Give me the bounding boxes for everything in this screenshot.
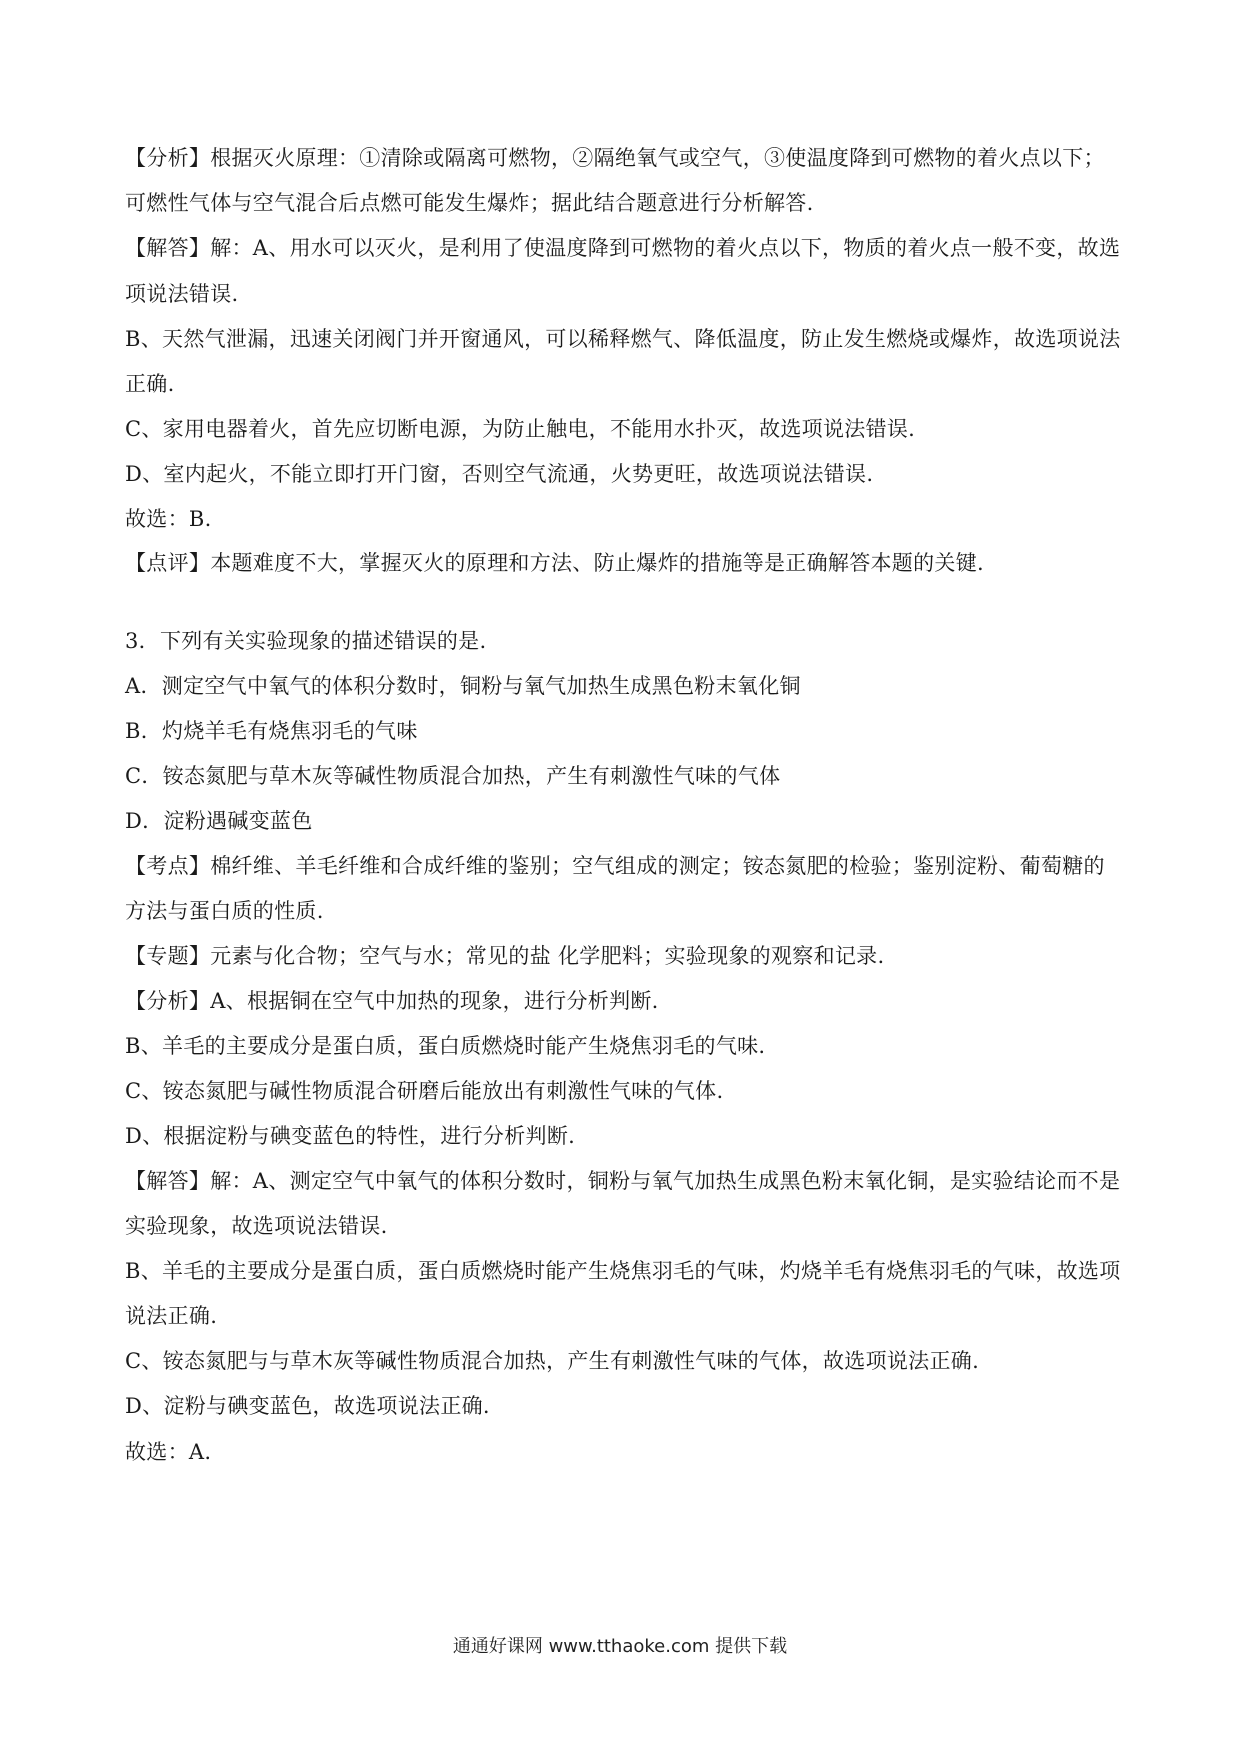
text-line: 【解答】解：A、测定空气中氧气的体积分数时，铜粉与氧气加热生成黑色粉末氧化铜，是实验结论而不是 xyxy=(125,1169,1121,1193)
text-line: 故选：B. xyxy=(125,507,212,531)
text-line: D、室内起火，不能立即打开门窗，否则空气流通，火势更旺，故选项说法错误. xyxy=(125,462,874,486)
text-line: D、淀粉与碘变蓝色，故选项说法正确. xyxy=(125,1394,490,1418)
option-d: D．淀粉遇碱变蓝色 xyxy=(125,809,313,833)
text-line: 故选：A. xyxy=(125,1440,212,1464)
question-title: 3．下列有关实验现象的描述错误的是. xyxy=(125,629,487,653)
text-line: 说法正确. xyxy=(125,1304,218,1328)
page-footer: 通通好课网 www.tthaoke.com 提供下载 xyxy=(452,1636,788,1657)
text-line: 【专题】元素与化合物；空气与水；常见的盐 化学肥料；实验现象的观察和记录. xyxy=(125,944,885,968)
text-line: 【考点】棉纤维、羊毛纤维和合成纤维的鉴别；空气组成的测定；铵态氮肥的检验；鉴别淀粉、葡萄糖的 xyxy=(125,854,1105,878)
option-b: B．灼烧羊毛有烧焦羽毛的气味 xyxy=(125,719,418,743)
text-line: 可燃性气体与空气混合后点燃可能发生爆炸；据此结合题意进行分析解答. xyxy=(125,191,814,215)
text-line: 项说法错误. xyxy=(125,282,239,306)
text-line: 【点评】本题难度不大，掌握灭火的原理和方法、防止爆炸的措施等是正确解答本题的关键. xyxy=(125,551,984,575)
text-line: C、铵态氮肥与碱性物质混合研磨后能放出有刺激性气味的气体. xyxy=(125,1079,724,1103)
text-line: C、家用电器着火，首先应切断电源，为防止触电，不能用水扑灭，故选项说法错误. xyxy=(125,417,916,441)
option-a: A．测定空气中氧气的体积分数时，铜粉与氧气加热生成黑色粉末氧化铜 xyxy=(125,674,801,698)
text-line: 实验现象，故选项说法错误. xyxy=(125,1214,388,1238)
text-line: B、羊毛的主要成分是蛋白质，蛋白质燃烧时能产生烧焦羽毛的气味，灼烧羊毛有烧焦羽毛的气味，故选项 xyxy=(125,1259,1121,1283)
text-line: C、铵态氮肥与与草木灰等碱性物质混合加热，产生有刺激性气味的气体，故选项说法正确. xyxy=(125,1349,980,1373)
text-line: D、根据淀粉与碘变蓝色的特性，进行分析判断. xyxy=(125,1124,576,1148)
option-c: C．铵态氮肥与草木灰等碱性物质混合加热，产生有刺激性气味的气体 xyxy=(125,764,781,788)
text-line: B、羊毛的主要成分是蛋白质，蛋白质燃烧时能产生烧焦羽毛的气味. xyxy=(125,1034,766,1058)
text-line: 【分析】根据灭火原理：①清除或隔离可燃物，②隔绝氧气或空气，③使温度降到可燃物的着火点以下； xyxy=(125,146,1105,170)
text-line: 【解答】解：A、用水可以灭火，是利用了使温度降到可燃物的着火点以下，物质的着火点一般不变，故选 xyxy=(125,236,1121,260)
text-line: 正确. xyxy=(125,372,175,396)
text-line: 【分析】A、根据铜在空气中加热的现象，进行分析判断. xyxy=(125,989,659,1013)
text-line: B、天然气泄漏，迅速关闭阀门并开窗通风，可以稀释燃气、降低温度，防止发生燃烧或爆炸，故选项说法 xyxy=(125,327,1121,351)
text-line: 方法与蛋白质的性质. xyxy=(125,899,324,923)
